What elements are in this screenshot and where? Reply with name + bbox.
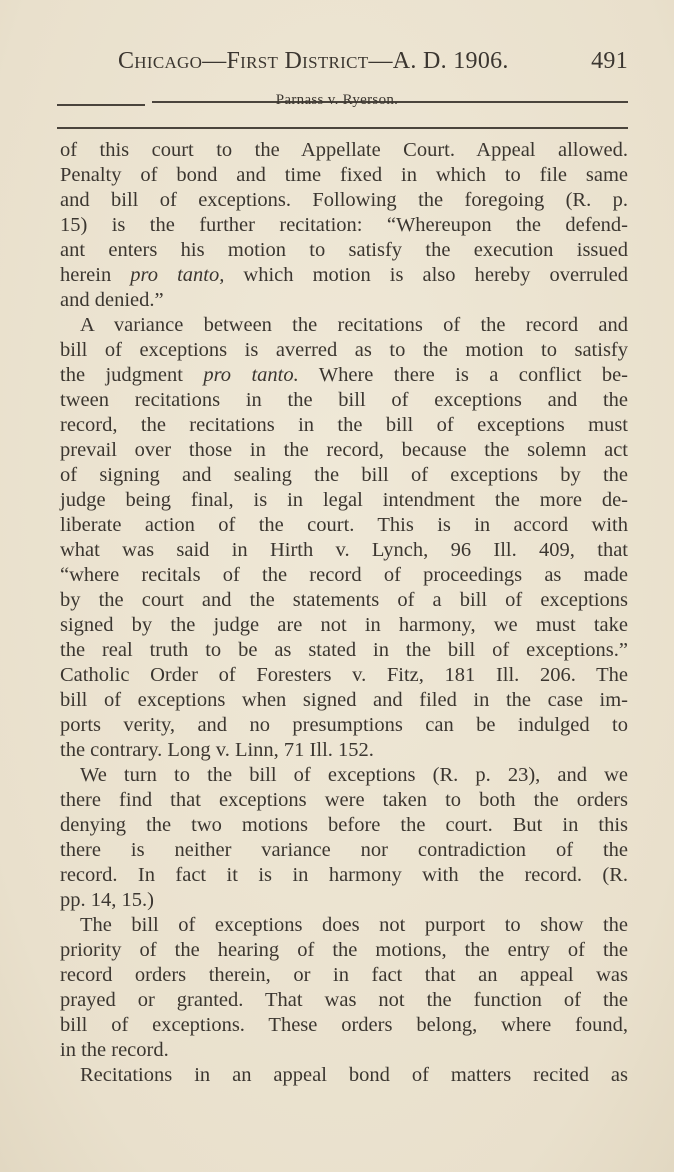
text-line: [60, 913, 628, 938]
text-line: [60, 488, 628, 513]
running-head: [118, 48, 628, 75]
text-segment: bill of exceptions is averred as to the motion to satisfy: [60, 339, 628, 361]
text-line: [60, 588, 628, 613]
text-segment: and denied.”: [60, 289, 164, 311]
text-line: [60, 513, 628, 538]
body-text: [60, 138, 628, 1088]
text-segment: of this court to the Appellate Court. Appeal allowed.: [60, 139, 628, 161]
text-line: [60, 963, 628, 988]
text-segment: Where there is a conflict be-: [298, 364, 628, 386]
text-line: [60, 338, 628, 363]
text-segment: in the record.: [60, 1039, 169, 1061]
text-segment: there is neither variance nor contradiction of the: [60, 839, 628, 861]
text-segment: bill of exceptions when signed and filed in the case im-: [60, 689, 628, 711]
text-line: [60, 363, 628, 388]
text-line: [60, 888, 628, 913]
text-line: [60, 563, 628, 588]
text-line: [60, 1063, 628, 1088]
text-line: [60, 663, 628, 688]
text-segment: 15) is the further recitation: “Whereupon the defend-: [60, 214, 628, 236]
text-segment: A variance between the recitations of the record and: [80, 314, 628, 336]
text-line: [60, 813, 628, 838]
text-segment: We turn to the bill of exceptions (R. p. 23), and we: [80, 764, 628, 786]
text-line: [60, 1038, 628, 1063]
text-line: [60, 738, 628, 763]
text-line: [60, 688, 628, 713]
text-line: [60, 838, 628, 863]
text-segment: prevail over those in the record, because the solemn act: [60, 439, 628, 461]
text-segment: priority of the hearing of the motions, the entry of the: [60, 939, 628, 961]
text-line: [60, 613, 628, 638]
text-line: [60, 163, 628, 188]
text-segment: Penalty of bond and time fixed in which to file same: [60, 164, 628, 186]
text-line: [60, 288, 628, 313]
text-segment: the real truth to be as stated in the bill of exceptions.”: [60, 639, 628, 661]
text-segment: record orders therein, or in fact that an appeal was: [60, 964, 628, 986]
text-line: [60, 438, 628, 463]
text-line: [60, 313, 628, 338]
text-segment: record, the recitations in the bill of exceptions must: [60, 414, 628, 436]
text-line: [60, 763, 628, 788]
text-segment: bill of exceptions. These orders belong, where found,: [60, 1014, 628, 1036]
text-line: [60, 138, 628, 163]
text-line: [60, 188, 628, 213]
text-segment: Recitations in an appeal bond of matters recited as: [80, 1064, 628, 1086]
text-segment: pp. 14, 15.): [60, 889, 154, 911]
text-segment: Catholic Order of Foresters v. Fitz, 181 Ill. 206. The: [60, 664, 628, 686]
text-segment: liberate action of the court. This is in accord with: [60, 514, 628, 536]
text-segment: by the court and the statements of a bill of exceptions: [60, 589, 628, 611]
text-line: [60, 388, 628, 413]
text-line: [60, 988, 628, 1013]
text-segment: prayed or granted. That was not the function of the: [60, 989, 628, 1011]
text-line: [60, 1013, 628, 1038]
italic-text: pro tanto.: [203, 364, 299, 386]
text-line: [60, 638, 628, 663]
text-line: [60, 863, 628, 888]
text-line: [60, 713, 628, 738]
text-line: [60, 463, 628, 488]
text-segment: denying the two motions before the court. But in this: [60, 814, 628, 836]
text-segment: ant enters his motion to satisfy the execution issued: [60, 239, 628, 261]
text-segment: signed by the judge are not in harmony, we must take: [60, 614, 628, 636]
text-segment: there find that exceptions were taken to both the orders: [60, 789, 628, 811]
text-segment: the contrary. Long v. Linn, 71 Ill. 152.: [60, 739, 374, 761]
text-segment: and bill of exceptions. Following the foregoing (R. p.: [60, 189, 628, 211]
case-name: Parnass v. Ryerson.: [275, 92, 399, 108]
text-line: [60, 263, 628, 288]
text-segment: what was said in Hirth v. Lynch, 96 Ill. 409, that: [60, 539, 628, 561]
text-segment: “where recitals of the record of proceedings as made: [60, 564, 628, 586]
text-segment: of signing and sealing the bill of exceptions by the: [60, 464, 628, 486]
text-line: [60, 413, 628, 438]
page-number: 491: [591, 48, 628, 74]
text-segment: tween recitations in the bill of exceptions and the: [60, 389, 628, 411]
text-segment: herein: [60, 264, 131, 286]
text-line: [60, 938, 628, 963]
text-line: [60, 538, 628, 563]
text-line: [60, 213, 628, 238]
text-segment: ports verity, and no presumptions can be indulged to: [60, 714, 628, 736]
text-line: [60, 788, 628, 813]
text-segment: judge being final, is in legal intendment the more de-: [60, 489, 628, 511]
running-title: Chicago—First District—A. D. 1906.: [118, 48, 509, 74]
text-segment: record. In fact it is in harmony with the record. (R.: [60, 864, 628, 886]
text-segment: the judgment: [60, 364, 204, 386]
case-name-rule: [57, 127, 628, 129]
text-segment: which motion is also hereby overruled: [224, 264, 628, 286]
text-segment: The bill of exceptions does not purport to show the: [80, 914, 628, 936]
text-line: [60, 238, 628, 263]
italic-text: pro tanto,: [130, 264, 225, 286]
